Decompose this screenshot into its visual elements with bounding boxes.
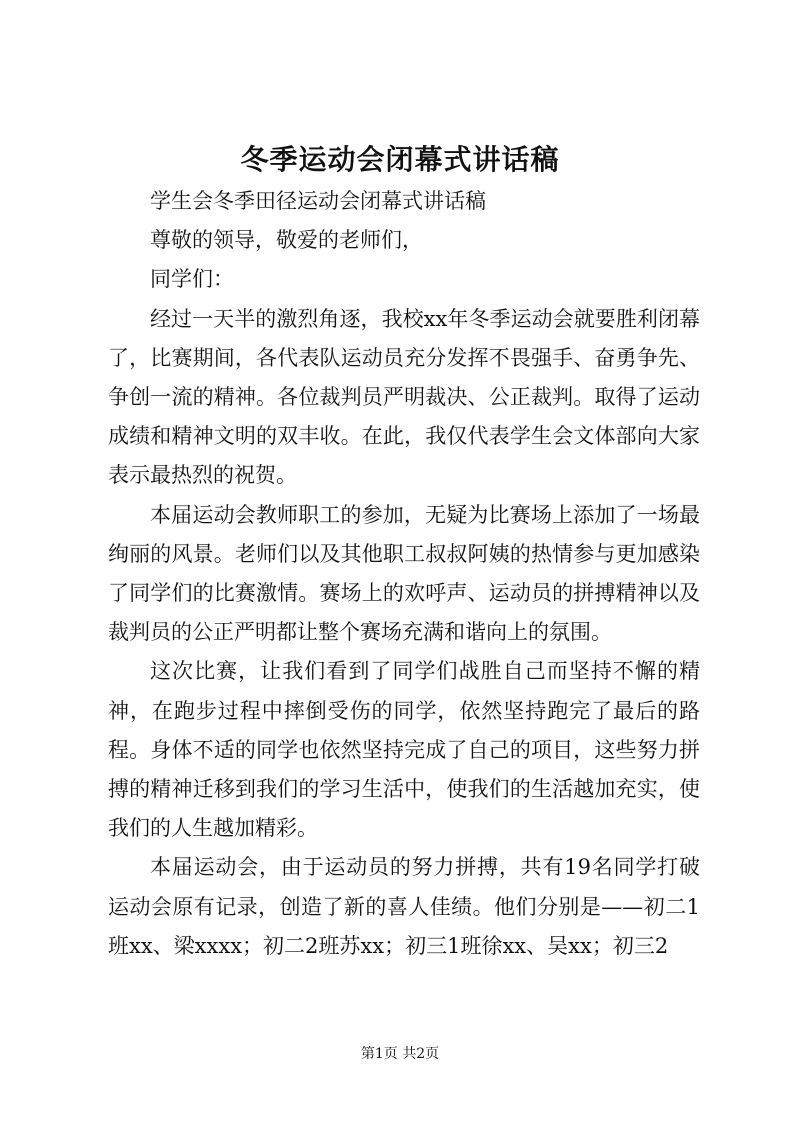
paragraph: 本届运动会教师职工的参加，无疑为比赛场上添加了一场最绚丽的风景。老师们以及其他职工叔叔阿姨的热情参与更加感染了同学们的比赛激情。赛场上的欢呼声、运动员的拼搏精神以及裁判员的公正严明都让整个赛场充满和谐向上的氛围。 — [108, 502, 700, 645]
document-title: 冬季运动会闭幕式讲话稿 — [240, 143, 560, 176]
page-footer: 第1页 共2页 — [360, 1046, 440, 1062]
paragraph: 同学们： — [150, 267, 234, 292]
paragraph: 这次比赛，让我们看到了同学们战胜自己而坚持不懈的精神，在跑步过程中摔倒受伤的同学，依然坚持跑完了最后的路程。身体不适的同学也依然坚持完成了自己的项目，这些努力拼搏的精神迁移到我们的学习生活中，使我们的生活越加充实，使我们的人生越加精彩。 — [108, 659, 700, 841]
paragraph: 学生会冬季田径运动会闭幕式讲话稿 — [150, 189, 486, 213]
paragraph: 尊敬的领导，敬爱的老师们， — [150, 228, 423, 253]
paragraph: 本届运动会，由于运动员的努力拼搏，共有19名同学打破运动会原有记录，创造了新的喜人佳绩。他们分别是——初二1班xx、梁xxxx；初二2班苏xx；初三1班徐xx、吴xx；初三2 — [108, 855, 700, 958]
paragraph: 经过一天半的激烈角逐，我校xx年冬季运动会就要胜利闭幕了，比赛期间，各代表队运动员充分发挥不畏强手、奋勇争先、争创一流的精神。各位裁判员严明裁决、公正裁判。取得了运动成绩和精神文明的双丰收。在此，我仅代表学生会文体部向大家表示最热烈的祝贺。 — [108, 306, 700, 488]
document-body — [108, 182, 700, 966]
